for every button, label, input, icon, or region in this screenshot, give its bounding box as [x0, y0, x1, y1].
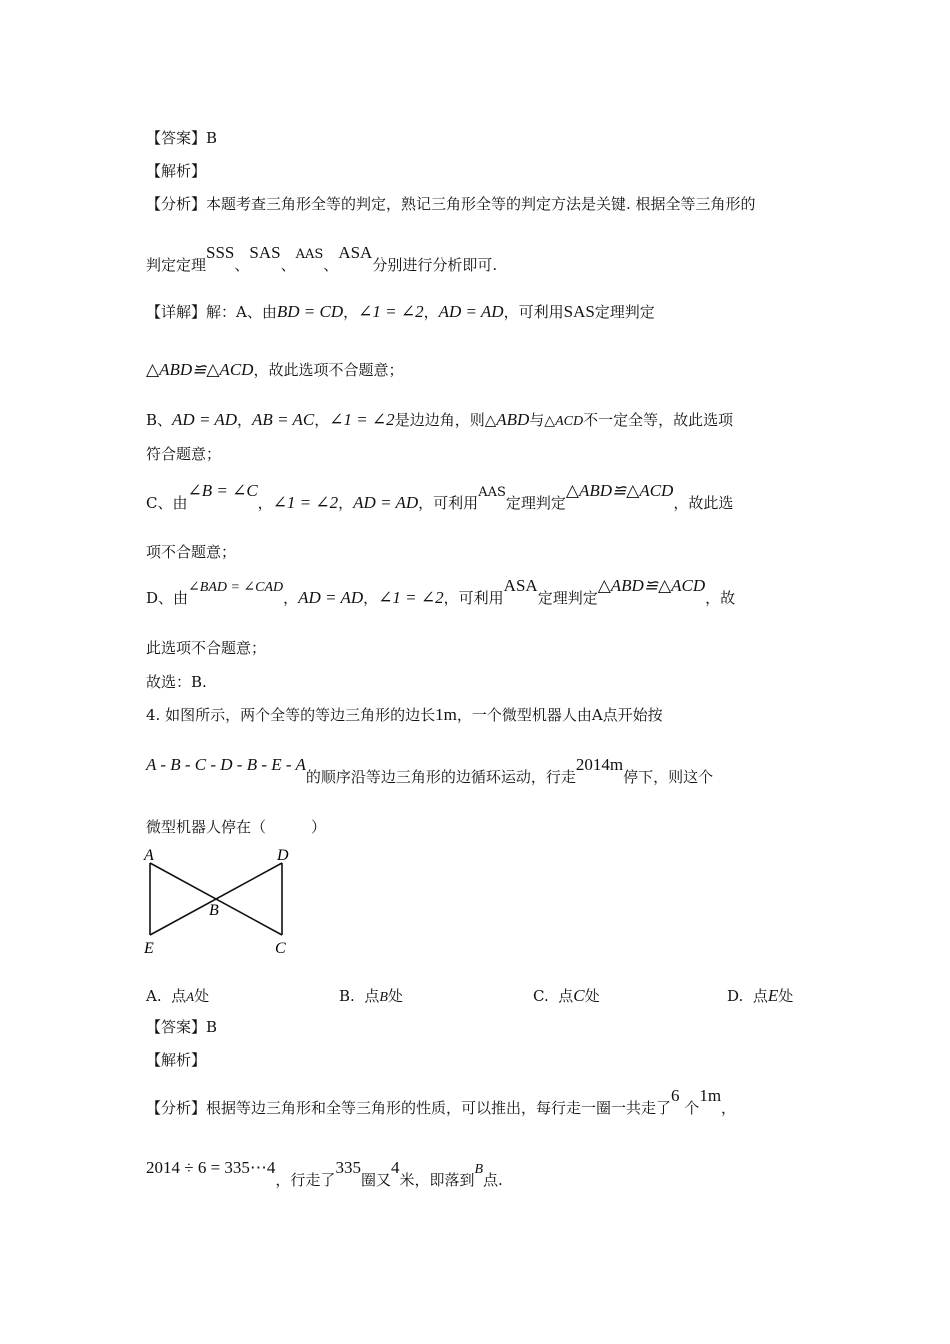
- detail-d-cont: 此选项不合题意；: [146, 639, 267, 657]
- analysis-text-1: 【分析】本题考查三角形全等的判定，熟记三角形全等的判定方法是关键. 根据全等三角形的: [146, 195, 756, 213]
- detail-a-cont: △ABD≌△ACD，故此选项不合题意；: [146, 360, 404, 379]
- label-b: B: [209, 902, 219, 919]
- label-d: D: [277, 847, 289, 864]
- q4-stem-3: 微型机器人停在（ ）: [146, 818, 327, 836]
- option-b[interactable]: B. 点B处: [339, 987, 403, 1005]
- theorem-aas: AAS: [295, 247, 324, 262]
- theorem-asa: ASA: [338, 243, 373, 262]
- q4-analysis-1: 【分析】根据等边三角形和全等三角形的性质，可以推出，每行走一圈一共走了6 个1m，: [146, 1086, 737, 1117]
- q4-stem-2: A - B - C - D - B - E - A的顺序沿等边三角形的边循环运动，行走2014m停下，则这个: [146, 755, 714, 786]
- q4-analysis-header: 【解析】: [146, 1051, 207, 1069]
- analysis-text-2: 判定定理SSS、SAS、AAS、ASA分别进行分析即可.: [146, 243, 498, 274]
- theorem-sss: SSS: [206, 243, 235, 262]
- detail-d: D、由∠BAD = ∠CAD，AD = AD，∠1 = ∠2，可利用ASA定理判定△ABD≌△ACD，故: [146, 576, 736, 607]
- label-a: A: [144, 847, 154, 864]
- choose-line: 故选：B.: [146, 673, 207, 691]
- q4-answer: 【答案】B: [146, 1018, 218, 1036]
- detail-b-cont: 符合题意；: [146, 445, 222, 463]
- detail-a: 【详解】解：A、由BD = CD，∠1 = ∠2，AD = AD，可利用SAS定理判定: [146, 302, 655, 321]
- calc-expression: 2014 ÷ 6 = 335⋯4: [146, 1158, 276, 1177]
- option-c[interactable]: C. 点C处: [533, 986, 600, 1005]
- label-c: C: [275, 940, 286, 957]
- theorem-sas: SAS: [249, 243, 281, 262]
- detail-b: B、AD = AD，AB = AC，∠1 = ∠2是边边角，则△ABD与△ACD不一定全等，故此选项: [146, 410, 734, 429]
- option-d[interactable]: D. 点E处: [727, 986, 794, 1005]
- analysis-header: 【解析】: [146, 162, 207, 180]
- q4-analysis-2: 2014 ÷ 6 = 335⋯4，行走了335圈又4米，即落到B点.: [146, 1158, 503, 1189]
- label-e: E: [144, 940, 154, 957]
- path-sequence: A - B - C - D - B - E - A: [146, 755, 306, 774]
- answer-line: 【答案】B: [146, 129, 218, 147]
- q4-stem-1: 4. 如图所示，两个全等的等边三角形的边长1m，一个微型机器人由A点开始按: [146, 705, 663, 724]
- bowtie-figure: [138, 843, 308, 958]
- detail-c: C、由∠B = ∠C，∠1 = ∠2，AD = AD，可利用AAS定理判定△ABD≌△ACD，故此选: [146, 481, 734, 512]
- option-a[interactable]: A. 点A处: [146, 987, 210, 1005]
- detail-c-cont: 项不合题意；: [146, 543, 237, 561]
